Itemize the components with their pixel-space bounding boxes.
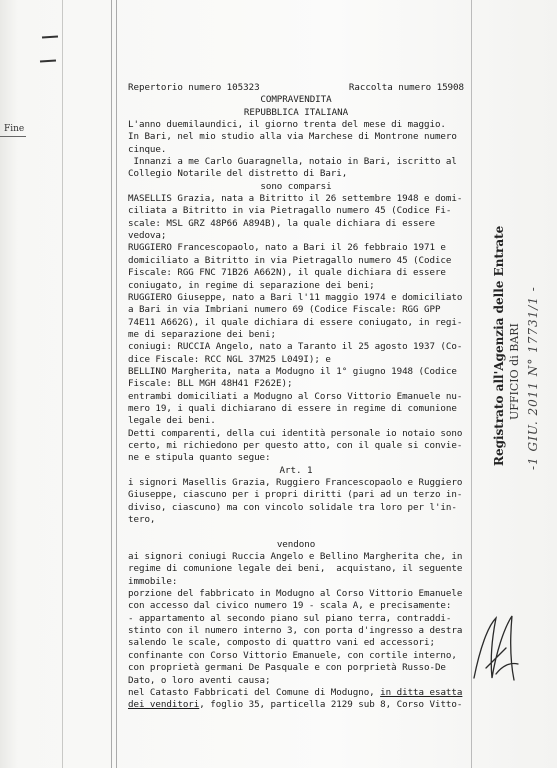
deed-line-text: Innanzi a me Carlo Guaragnella, notaio in Bari, iscritto al <box>128 156 457 168</box>
deed-line-text: a Bari in via Imbriani numero 69 (Codice Fiscale: RGG GPP <box>128 304 441 316</box>
deed-line <box>128 477 464 489</box>
deed-line-text: i signori Masellis Grazia, Ruggiero Francescopaolo e Ruggiero <box>128 477 463 488</box>
deed-line <box>128 600 464 612</box>
deed-line-text: porzione del fabbricato in Modugno al Corso Vittorio Emanuele <box>128 588 463 600</box>
deed-line <box>128 94 464 106</box>
deed-line <box>128 415 464 427</box>
deed-line-text: confinante con Corso Vittorio Emanuele, con cortile interno, <box>128 649 457 661</box>
edge-mark <box>42 35 58 38</box>
deed-line <box>128 551 464 563</box>
deed-line <box>128 539 464 551</box>
deed-line <box>128 366 464 378</box>
deed-line-text: RUGGIERO Francescopaolo, nato a Bari il 26 febbraio 1971 e <box>128 242 446 254</box>
deed-line <box>128 280 464 292</box>
deed-line <box>128 317 464 329</box>
deed-line-text: Giuseppe, ciascuno per i propri diritti (pari ad un terzo in- <box>128 489 463 501</box>
deed-line-text: REPUBBLICA ITALIANA <box>243 106 349 118</box>
edge-mark <box>40 59 56 62</box>
deed-line-text: sono comparsi <box>260 180 332 192</box>
left-margin-bars <box>111 0 117 768</box>
deed-line <box>128 144 464 156</box>
deed-line <box>128 452 464 464</box>
deed-line <box>128 440 464 452</box>
deed-line-text: entrambi domiciliati a Modugno al Corso Vittorio Emanuele nu- <box>128 390 463 402</box>
deed-line-text: regime di comunione legale dei beni, acquistano, il seguente <box>128 563 463 575</box>
deed-line <box>128 613 464 625</box>
deed-line-text: Fiscale: RGG FNC 71B26 A662N), il quale dichiara di essere <box>128 267 446 279</box>
deed-line-text: COMPRAVENDITA <box>260 94 332 106</box>
deed-line-text: immobile: <box>128 575 178 587</box>
deed-line-text: mero 19, i quali dichiarano di essere in regime di comunione <box>128 402 457 414</box>
deed-line <box>128 255 464 267</box>
deed-line-text: tero, <box>128 514 156 526</box>
deed-line-text: ne e stipula quanto segue: <box>128 452 271 464</box>
deed-line-text: certo, mi richiedono per questo atto, con il quale si convie- <box>128 439 463 451</box>
deed-line-text: Collegio Notarile del distretto di Bari, <box>128 168 348 180</box>
deed-line-text: Detti comparenti, della cui identità personale io notaio sono <box>128 427 463 439</box>
deed-line-text: coniugi: RUCCIA Angelo, nato a Taranto il 25 agosto 1937 (Co- <box>128 341 463 353</box>
deed-line <box>128 205 464 217</box>
page-fold-line <box>62 0 63 768</box>
deed-line-text: Fiscale: BLL MGH 48H41 F262E); <box>128 378 293 390</box>
deed-line-text: ai signori coniugi Ruccia Angelo e Bellino Margherita che, in <box>128 551 463 563</box>
deed-line <box>128 378 464 390</box>
deed-line <box>128 662 464 674</box>
deed-line <box>128 304 464 316</box>
deed-body <box>128 94 464 711</box>
notary-signature <box>466 608 526 686</box>
raccolta-number: Raccolta numero 15908 <box>348 82 464 93</box>
deed-line <box>128 526 464 538</box>
deed-line-text: dice Fiscale: RCC NGL 37M25 L049I); e <box>128 353 331 365</box>
deed-line <box>128 675 464 687</box>
deed-header <box>128 82 464 94</box>
deed-line <box>128 218 464 230</box>
deed-line-text: ciliata a Bitritto in via Pietragallo numero 45 (Codice Fi- <box>128 205 452 217</box>
deed-line <box>128 699 464 711</box>
deed-line-text: nel Catasto Fabbricati del Comune di Modugno, <box>128 686 381 698</box>
deed-line-text: BELLINO Margherita, nata a Modugno il 1° giugno 1948 (Codice <box>128 365 457 377</box>
deed-line <box>128 563 464 575</box>
deed-line-text: con accesso dal civico numero 19 - scala A, e precisamente: <box>128 600 452 612</box>
deed-line-text: coniugato, in regime di separazione dei beni; <box>128 279 375 291</box>
deed-line <box>128 650 464 662</box>
deed-line <box>128 465 464 477</box>
underlined-phrase: dei venditori <box>128 699 200 711</box>
deed-line <box>128 292 464 304</box>
deed-line <box>128 576 464 588</box>
underlined-phrase: in ditta esatta <box>380 686 463 698</box>
deed-line <box>128 428 464 440</box>
deed-text <box>128 82 464 712</box>
deed-line <box>128 514 464 526</box>
deed-line <box>128 168 464 180</box>
deed-line-text: Art. 1 <box>279 464 313 476</box>
deed-line <box>128 242 464 254</box>
deed-line-text: L'anno duemilaundici, il giorno trenta del mese di maggio. <box>128 119 446 131</box>
margin-fine-label: Fine <box>4 124 25 134</box>
deed-line <box>128 119 464 131</box>
deed-line <box>128 329 464 341</box>
stamp-date-number-line: -1 GIU. 2011 N° 17731/1 - <box>526 286 540 470</box>
stamp-office-line: UFFICIO di BARI <box>508 323 521 420</box>
deed-line-text: vedova; <box>128 230 167 242</box>
deed-line <box>128 267 464 279</box>
deed-line-text: legale dei beni. <box>128 415 216 427</box>
deed-line <box>128 131 464 143</box>
deed-line <box>128 181 464 193</box>
deed-line-text: con proprietà germani De Pasquale e con porprietà Russo-De <box>128 662 446 674</box>
deed-line <box>128 156 464 168</box>
deed-line-text: In Bari, nel mio studio alla via Marchese di Montrone numero <box>128 131 457 143</box>
deed-line <box>128 230 464 242</box>
deed-line-text: 74E11 A662G), il quale dichiara di essere coniugato, in regi- <box>128 316 463 328</box>
deed-line-text: - appartamento al secondo piano sul piano terra, contraddi- <box>128 612 452 624</box>
deed-line-text: cinque. <box>128 143 167 155</box>
deed-line <box>128 391 464 403</box>
deed-line-continuation: , foglio 35, particella 2129 sub 8, Corso Vitto- <box>199 699 463 711</box>
deed-line-text: scale: MSL GRZ 48P66 A894B), la quale dichiara di essere <box>128 217 435 229</box>
deed-line-text: me di separazione dei beni; <box>128 328 276 340</box>
deed-line-text: vendono <box>276 538 316 550</box>
deed-line-text: MASELLIS Grazia, nata a Bitritto il 26 settembre 1948 e domi- <box>128 193 463 205</box>
repertorio-number: Repertorio numero 105323 <box>128 82 260 93</box>
deed-line-text: stinto con il numero interno 3, con porta d'ingresso a destra <box>128 625 463 637</box>
deed-line-text: domiciliato a Bitritto in via Pietragallo numero 45 (Codice <box>128 254 452 266</box>
stamp-registration-line: Registrato all'Agenzia delle Entrate <box>492 225 506 466</box>
deed-line-text: diviso, ciascuno) ma con vincolo solidale tra loro per l'in- <box>128 501 457 513</box>
deed-line <box>128 107 464 119</box>
deed-line <box>128 354 464 366</box>
deed-line <box>128 625 464 637</box>
deed-line-text: Dato, o loro aventi causa; <box>128 674 271 686</box>
deed-line <box>128 403 464 415</box>
deed-line <box>128 341 464 353</box>
deed-line <box>128 687 464 699</box>
deed-line <box>128 502 464 514</box>
deed-line-text: RUGGIERO Giuseppe, nato a Bari l'11 maggio 1974 e domiciliato <box>128 291 463 303</box>
margin-rule <box>0 136 26 137</box>
deed-line <box>128 489 464 501</box>
deed-line-text: salendo le scale, composto di quattro vani ed accessori; <box>128 637 435 649</box>
deed-line <box>128 193 464 205</box>
deed-line <box>128 637 464 649</box>
deed-line <box>128 588 464 600</box>
